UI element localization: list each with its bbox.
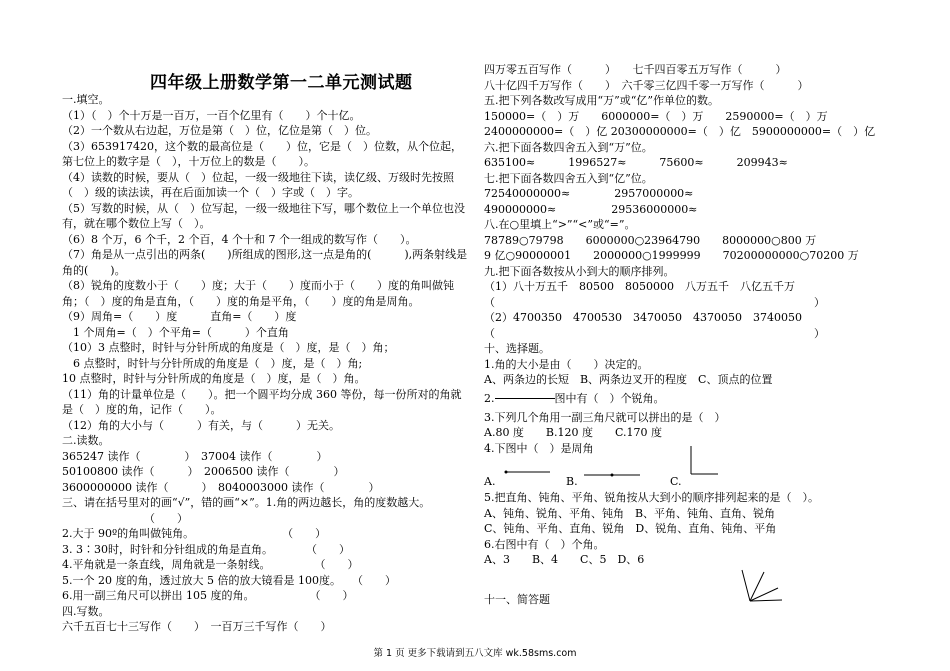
order-q1-answer: （ ） <box>484 295 825 309</box>
choice-q3: 3.下列几个角用一副三角尺就可以拼出的是（ ） <box>484 410 726 424</box>
choice-q4: 4.下图中（ ）是周角 <box>484 441 594 455</box>
choice-q4-label-b: B. <box>566 475 578 488</box>
judge-q4: 4.平角就是一条直线，周角就是一条射线。 （ ） <box>62 558 359 571</box>
rays-figure <box>738 566 790 606</box>
section-6-heading: 六.把下面各数四舍五入到“万”位。 <box>484 140 653 154</box>
fill-q9-line1: （9）周角=（ ）度 直角=（ ）度 <box>62 310 297 323</box>
page-title: 四年级上册数学第一二单元测试题 <box>150 73 413 93</box>
compare-row-2: 9 亿○90000001 2000000○1999999 70200000000○70200 万 <box>484 249 859 262</box>
fill-q3-line2: 第七位上的数字是（ ），十万位上的数是（ ）。 <box>62 155 315 168</box>
choice-q1: 1.角的大小是由（ ）决定的。 <box>484 357 649 371</box>
fill-q10-line2: 6 点整时，时针与分针所成的角度是（ ）度，是（ ）角; <box>62 356 363 370</box>
choice-q4-label-c: C. <box>670 475 682 488</box>
page-footer: 第 1 页 更多下载请到五八文库 wk.58sms.com <box>373 648 577 659</box>
choice-q5-options-2: C、钝角、平角、直角、锐角 D、锐角、直角、钝角、平角 <box>484 522 777 535</box>
order-q1: （1）八十万五千 80500 8050000 八万五千 八亿五千万 <box>484 280 795 293</box>
angle-figure-a <box>504 468 554 478</box>
choice-q5-options-1: A、钝角、锐角、平角、钝角 B、平角、钝角、直角、锐角 <box>484 506 776 520</box>
angle-figure-b <box>582 471 644 481</box>
section-9-heading: 九.把下面各数按从小到大的顺序排列。 <box>484 264 675 278</box>
section-11-heading: 十一、简答题 <box>484 592 550 606</box>
section-10-heading: 十、选择题。 <box>484 342 550 355</box>
judge-q3: 3. 3∶30时，时针和分针组成的角是直角。 （ ） <box>62 542 350 556</box>
section-8-heading: 八.在○里填上“>”“<”或“=”。 <box>484 218 636 231</box>
section-3-heading: 三、请在括号里对的画“√”，错的画“×”。1.角的两边越长，角的度数越大。 <box>62 496 431 509</box>
choice-q3-options: A.80 度 B.120 度 C.170 度 <box>484 426 663 439</box>
convert-row-1: 150000=（ ）万 6000000=（ ）万 2590000=（ ）万 <box>484 109 828 123</box>
choice-q2 <box>484 388 884 410</box>
round-wan-row: 635100≈ 1996527≈ 75600≈ 209943≈ <box>484 156 788 169</box>
write-row-3: 八十亿四千万写作（ ） 六千零三亿四千零一万写作（ ） <box>484 78 809 92</box>
choice-q6-options: A、3 B、4 C、5 D、6 <box>484 553 645 566</box>
judge-q5: 5.一个 20 度的角，透过放大 5 倍的放大镜看是 100度。 （ ） <box>62 573 396 587</box>
read-row-3: 3600000000 读作（ ） 8040003000 读作（ ） <box>62 480 380 494</box>
choice-q6: 6.右图中有（ ）个角。 <box>484 537 605 551</box>
section-2-heading: 二.读数。 <box>62 434 110 447</box>
round-yi-row-2: 490000000≈ 29536000000≈ <box>484 202 698 216</box>
fill-q12: （12）角的大小与（ ）有关，与（ ）无关。 <box>62 418 340 432</box>
choice-q1-options: A、两条边的长短 B、两条边叉开的程度 C、顶点的位置 <box>484 373 773 386</box>
order-q2: （2）4700350 4700530 3470050 4370050 3740050 <box>484 311 802 324</box>
compare-row-1: 78789○79798 6000000○23964790 8000000○800 万 <box>484 233 817 247</box>
judge-q1-paren: （ ） <box>144 511 188 525</box>
fill-q10-line1: （10）3 点整时，时针与分针所成的角度是（ ）度，是（ ）角； <box>62 341 395 354</box>
angle-figure-c <box>688 444 722 478</box>
write-row-2: 四万零五百写作（ ） 七千四百零五万写作（ ） <box>484 63 787 76</box>
section-5-heading: 五.把下列各数改写成用“万”或“亿”作单位的数。 <box>484 94 719 107</box>
choice-q2-text: 图中有（ ）个锐角。 <box>554 391 665 405</box>
fill-q3-line1: （3）653917420，这个数的最高位是（ ）位，它是（ ）位数，从个位起， <box>62 139 462 153</box>
choice-q4-label-a: A. <box>484 475 496 488</box>
read-row-2: 50100800 读作（ ） 2006500 读作（ ） <box>62 465 345 478</box>
judge-q6: 6.用一副三角尺可以拼出 105 度的角。 （ ） <box>62 589 354 602</box>
fill-q7: （7）角是从一点引出的两条( )所组成的图形,这一点是角的( ),两条射线是角的( )。 <box>62 248 468 277</box>
section-4-heading: 四.写数。 <box>62 604 110 618</box>
fill-q2: （2）一个数从右边起，万位是第（ ）位，亿位是第（ ）位。 <box>62 124 377 137</box>
round-yi-row-1: 72540000000≈ 2957000000≈ <box>484 187 694 200</box>
section-1-heading: 一.填空。 <box>62 93 110 106</box>
fill-q9-line2: 1 个周角=（ ）个平角=（ ）个直角 <box>62 325 289 339</box>
fill-q1: （1）（ ）个十万是一百万，一百个亿里有（ ）个十亿。 <box>62 108 361 122</box>
fill-q10-line3: 10 点整时，时针与分针所成的角度是（ ）度，是（ ）角。 <box>62 372 366 385</box>
convert-row-2: 2400000000=（ ）亿 20300000000=（ ）亿 5900000000=（ ）亿 <box>484 125 876 138</box>
choice-q2-figure-line <box>495 398 555 399</box>
fill-q4: （4）读数的时候，要从（ ）位起，一级一级地往下读，读亿级、万级时先按照（ ）级的读法读，再在后面加读一个（ ）字或（ ）字。 <box>62 170 454 199</box>
order-q2-answer: （ ） <box>484 326 825 340</box>
choice-q2-prefix: 2. <box>484 391 495 405</box>
fill-q8: （8）锐角的度数小于（ ）度；大于（ ）度而小于（ ）度的角叫做钝角；（ ）度的角是直角，（ ）度的角是平角，（ ）度的角是周角。 <box>62 279 454 308</box>
judge-q2: 2.大于 90º的角叫做钝角。 （ ） <box>62 527 327 540</box>
left-column <box>62 92 472 635</box>
section-7-heading: 七.把下面各数四舍五入到“亿”位。 <box>484 171 653 185</box>
fill-q11: （11）角的计量单位是（ ）。把一个圆平均分成 360 等份，每一份所对的角就是（ ）度的角，记作（ ）。 <box>62 387 462 416</box>
right-column <box>484 62 884 607</box>
write-row-1: 六千五百七十三写作（ ） 一百万三千写作（ ） <box>62 620 332 633</box>
choice-q5: 5.把直角、钝角、平角、锐角按从大到小的顺序排列起来的是（ ）。 <box>484 491 819 504</box>
fill-q6: （6）8 个万，6 个千，2 个百，4 个十和 7 个一组成的数写作（ ）。 <box>62 232 417 246</box>
fill-q5: （5）写数的时候，从（ ）位写起，一级一级地往下写，哪个数位上一个单位也没有，就在哪个数位上写（ ）。 <box>62 201 465 230</box>
read-row-1: 365247 读作（ ） 37004 读作（ ） <box>62 449 328 463</box>
